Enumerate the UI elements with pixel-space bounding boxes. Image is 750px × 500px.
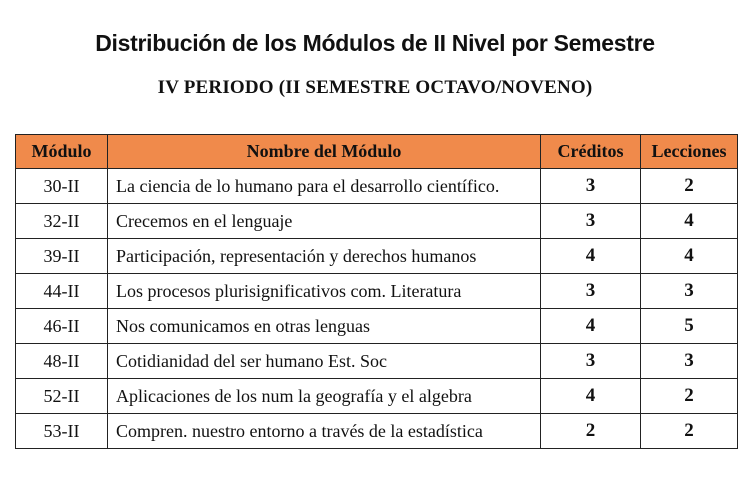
cell-nombre: Crecemos en el lenguaje bbox=[108, 204, 541, 239]
column-header-creditos: Créditos bbox=[541, 135, 641, 169]
cell-creditos: 4 bbox=[541, 309, 641, 344]
cell-lecciones: 3 bbox=[641, 344, 738, 379]
header-row bbox=[16, 135, 738, 169]
cell-creditos: 4 bbox=[541, 379, 641, 414]
table-body bbox=[16, 169, 738, 449]
cell-creditos: 3 bbox=[541, 274, 641, 309]
cell-creditos: 3 bbox=[541, 344, 641, 379]
cell-modulo: 30-II bbox=[16, 169, 108, 204]
cell-lecciones: 5 bbox=[641, 309, 738, 344]
cell-modulo: 44-II bbox=[16, 274, 108, 309]
table-header bbox=[16, 135, 738, 169]
cell-nombre: Los procesos plurisignificativos com. Literatura bbox=[108, 274, 541, 309]
table-row bbox=[16, 169, 738, 204]
table-row bbox=[16, 344, 738, 379]
cell-modulo: 46-II bbox=[16, 309, 108, 344]
table-row bbox=[16, 414, 738, 449]
table-row bbox=[16, 309, 738, 344]
cell-modulo: 48-II bbox=[16, 344, 108, 379]
cell-lecciones: 4 bbox=[641, 204, 738, 239]
cell-lecciones: 2 bbox=[641, 379, 738, 414]
table-row bbox=[16, 204, 738, 239]
table-row bbox=[16, 379, 738, 414]
cell-nombre: Compren. nuestro entorno a través de la estadística bbox=[108, 414, 541, 449]
table-row bbox=[16, 274, 738, 309]
cell-nombre: Aplicaciones de los num la geografía y el algebra bbox=[108, 379, 541, 414]
cell-creditos: 2 bbox=[541, 414, 641, 449]
cell-modulo: 52-II bbox=[16, 379, 108, 414]
column-header-nombre: Nombre del Módulo bbox=[108, 135, 541, 169]
cell-modulo: 53-II bbox=[16, 414, 108, 449]
cell-creditos: 3 bbox=[541, 169, 641, 204]
cell-lecciones: 4 bbox=[641, 239, 738, 274]
page-title: Distribución de los Módulos de II Nivel por Semestre bbox=[95, 30, 655, 56]
cell-nombre: Nos comunicamos en otras lenguas bbox=[108, 309, 541, 344]
cell-nombre: La ciencia de lo humano para el desarrollo científico. bbox=[108, 169, 541, 204]
table-row bbox=[16, 239, 738, 274]
cell-creditos: 3 bbox=[541, 204, 641, 239]
cell-modulo: 39-II bbox=[16, 239, 108, 274]
modules-table bbox=[15, 134, 738, 449]
cell-lecciones: 2 bbox=[641, 169, 738, 204]
cell-lecciones: 3 bbox=[641, 274, 738, 309]
cell-nombre: Participación, representación y derechos humanos bbox=[108, 239, 541, 274]
column-header-modulo: Módulo bbox=[16, 135, 108, 169]
column-header-lecciones: Lecciones bbox=[641, 135, 738, 169]
page-subtitle: IV PERIODO (II SEMESTRE OCTAVO/NOVENO) bbox=[157, 77, 593, 98]
cell-nombre: Cotidianidad del ser humano Est. Soc bbox=[108, 344, 541, 379]
cell-modulo: 32-II bbox=[16, 204, 108, 239]
cell-creditos: 4 bbox=[541, 239, 641, 274]
cell-lecciones: 2 bbox=[641, 414, 738, 449]
